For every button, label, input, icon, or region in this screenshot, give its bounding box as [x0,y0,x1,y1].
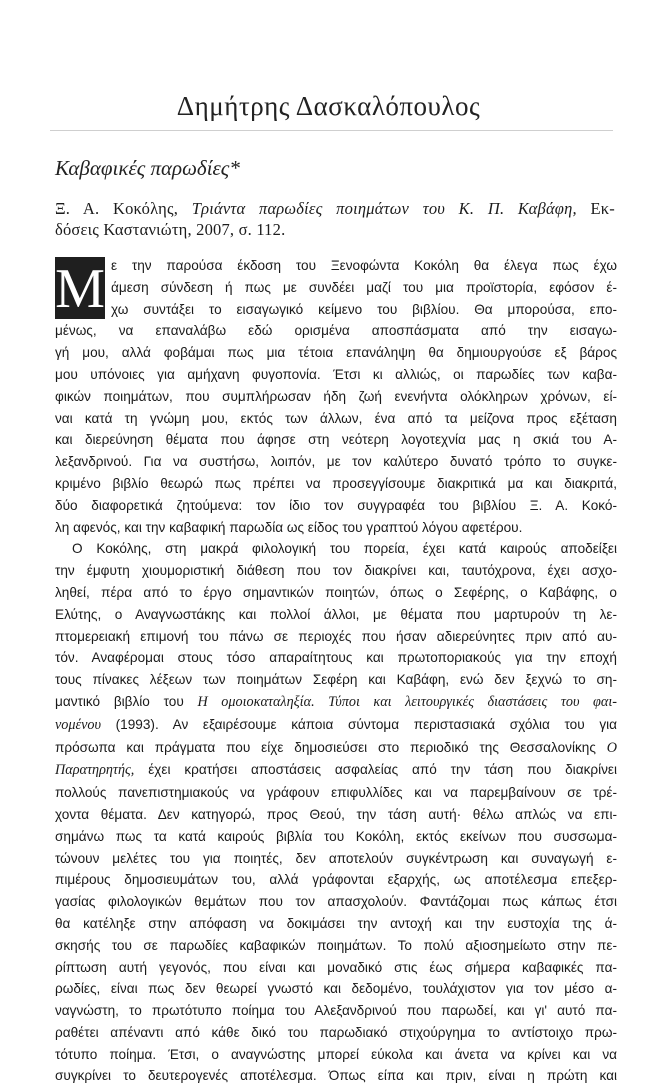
body-line-text: πρόσωπα και πράγματα που είχε δημοσιεύσει στο περιοδικό της Θεσσαλονίκης [55,739,607,755]
body-line: τους πίνακες λέξεων των ποιημάτων Σεφέρη και Καβάφη, ενώ δεν ξεχνώ το ση- [55,672,617,688]
body-line: πιμέρους δημοσιευμάτων του, αλλά γράφονται εξαρχής, ως αποτέλεσμα επεξερ- [55,872,617,888]
header-divider [50,130,613,131]
body-line: συγκρίνει το δευτερογενές αποτέλεσμα. Όπως είπα και πριν, είναι η πρώτη και [55,1068,617,1084]
book-publisher-cont: δόσεις Καστανιώτη, 2007, σ. 112. [55,220,286,239]
article-body [55,255,617,1087]
body-line: πολλούς πανεπιστημιακούς να γράφουν επιφυλλίδες και να παρεμβαίνουν σε τρέ- [55,785,617,801]
body-line: θα κατέληξε στην απόφαση να δοκιμάσει την αντοχή και την ευστοχία της ά- [55,915,617,931]
periodical-title-italic: Παρατηρητής, [55,762,135,779]
body-line: την έμφυτη χιουμοριστική διάθεση που τον διακρίνει και, ταυτόχρονα, έχει ασχο- [55,563,617,579]
body-line: χω συντάξει το εισαγωγικό κείμενο του βιβλίου. Θα μπορούσα, επο- [111,301,617,317]
body-line: φικών ποιημάτων, που συμπλήρωσαν ήδη ζωή ενενήντα ολόκληρων χρόνων, εί- [55,388,617,404]
drop-cap-letter: Μ [55,258,105,320]
body-line: ρωδίες, είναι πως δεν θεωρεί γνωστό και δεδομένο, τουλάχιστον για τον μέσο α- [55,981,617,997]
book-title-italic: νομένου [55,716,102,733]
book-title: Τριάντα παρωδίες ποιημάτων του Κ. Π. Καβάφη, [191,199,577,218]
body-line: Ο Κοκόλης, στη μακρά φιλολογική του πορεία, έχει κατά καιρούς αποδείξει [72,541,617,557]
body-line: πτομερειακή επιμονή του πάνω σε περιοχές που ήσαν αδιερεύνητες πριν από αυ- [55,628,617,644]
body-line: λη αφενός, και την καβαφική παρωδία ως είδος του γραπτού λόγου αφετέρου. [55,519,523,535]
body-line: μου υπόνοιες για αμήχανη φυγοπονία. Έτσι κι αλλιώς, οι παρωδίες των καβα- [55,366,617,382]
author-header: Δημήτρης Δασκαλόπουλος [176,91,481,121]
article-title: Καβαφικές παρωδίες* [55,156,240,180]
body-line: γή μου, αλλά φοβάμαι πως μια τέτοια επανάληψη θα δημιουργούσε εξ βάρος [55,345,617,361]
body-line-text: (1993). Αν εξαιρέσουμε κάποια σύντομα περιστασιακά σχόλια του για [101,716,617,732]
body-line: ληθεί, πέρα από το έργο σημαντικών ποιητών, όπως ο Σεφέρης, ο Καβάφης, ο [55,584,617,600]
body-line: ραθέτει απέναντι από κάθε δικό του παρωδιακό στιχούργημα το αντίστοιχο πρω- [55,1024,617,1040]
body-line: τώνουν μελέτες του για ποιητές, δεν αποτελούν συγκέντρωση και συναγωγή ε- [55,850,617,866]
body-line: γασίας φιλολογικών θεμάτων που τον απασχολούν. Φαντάζομαι πως κάπως έτσι [55,894,617,910]
body-line: ναι κατά τη γνώμη μου, εκτός των άλλων, ένα από τα μείζονα προς εξέταση [55,410,617,426]
body-line: και διερεύνηση θέματα που άφησε στη νεότερη λογοτεχνία μας η σκιά του Α- [55,432,617,448]
periodical-title-italic: Ο [606,739,617,756]
body-line [55,714,617,737]
body-line [55,759,617,782]
book-publisher: Εκ- [590,199,615,218]
body-line: κριμένο βιβλίο θεωρώ πως πρέπει να προσεγγίσουμε διακριτικά μα και διακριτά, [55,475,617,491]
body-line: δύο διαφορετικά ζητούμενα: τον ίδιο τον συγγραφέα του βιβλίου Ξ. Α. Κοκό- [55,497,617,513]
body-line: μένως, να επαναλάβω εδώ ορισμένα αποσπάσματα από την εισαγω- [55,323,617,339]
book-title-italic: Η ομοιοκαταληξία. Τύποι και λειτουργικές διαστάσεις του φαι- [197,693,617,710]
body-line [55,737,617,760]
body-line: σημάνω πως τα κατά καιρούς βιβλία του Κοκόλη, εκτός εκείνων που συσσωμα- [55,828,617,844]
body-line: σκησής του σε παρωδίες καβαφικών ποιημάτων. Το πολύ αξιοσημείωτο στην πε- [55,937,617,953]
body-line-text: μαντικό βιβλίο του [55,693,198,709]
body-line: τότυπο ποίημα. Έτσι, ο αναγνώστης μπορεί εύκολα και άνετα να κρίνει και να [55,1046,617,1062]
book-reference [55,198,615,240]
body-line-text: έχει κρατήσει αποστάσεις ασφαλείας από την τάση που διακρίνει [134,762,617,778]
book-author: Ξ. Α. Κοκόλης, [55,199,179,218]
body-line: ναγνώστη, το πρωτότυπο ποίημα του Αλεξανδρινού που παρωδεί, και γι' αυτό πα- [55,1003,617,1019]
body-line: ρίπτωση αυτή γεγονός, που είναι και μοναδικό στις έως σήμερα καβαφικές πα- [55,959,617,975]
body-line: τόν. Αναφέρομαι στους τόσο απαραίτητους και πρωτοποριακούς για την εποχή [55,650,617,666]
body-line: ε την παρούσα έκδοση του Ξενοφώντα Κοκόλη θα έλεγα πως έχω [111,258,617,273]
body-line [55,691,617,714]
body-line: Ελύτης, ο Αναγνωστάκης και πολλοί άλλοι, με θέματα που μαρτυρούν τη λε- [55,606,617,622]
body-line: άμεση σύνδεση ή πως με συνδέει μαζί του μια προϊστορία, εφόσον έ- [111,279,617,295]
body-line: λεξανδρινού. Για να συστήσω, λοιπόν, με τον καλύτερο δυνατό τρόπο το συγκε- [55,454,617,470]
body-line: χοντα θέματα. Δεν κατηγορώ, προς Θεού, την τάση αυτή· θέλω απλώς να επι- [55,806,617,822]
